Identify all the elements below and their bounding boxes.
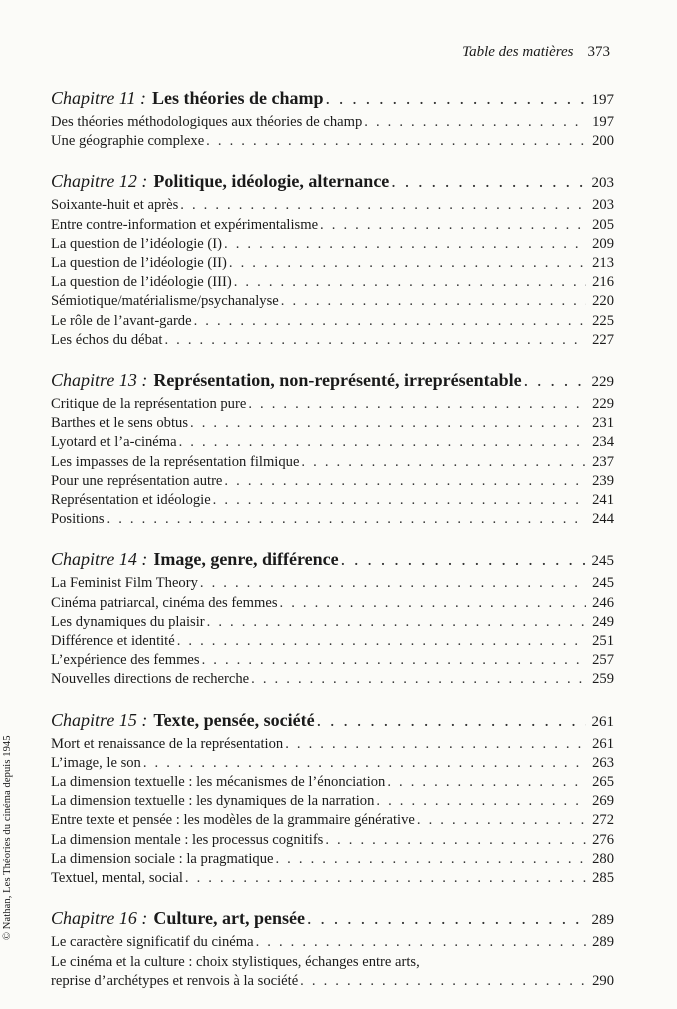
entry-page: 220 bbox=[592, 293, 614, 310]
toc-entry bbox=[51, 292, 614, 311]
entry-page: 289 bbox=[592, 934, 614, 951]
chapter-title: Les théories de champ bbox=[152, 88, 324, 108]
chapter-label bbox=[51, 169, 389, 193]
dot-leader bbox=[280, 594, 586, 613]
toc-entry bbox=[51, 594, 614, 613]
chapter-heading bbox=[51, 708, 614, 734]
entry-page: 251 bbox=[592, 633, 614, 650]
entry-label: Pour une représentation autre bbox=[51, 472, 223, 489]
dot-leader bbox=[200, 574, 586, 593]
chapter-page: 229 bbox=[591, 374, 614, 391]
dot-leader bbox=[177, 632, 586, 651]
entry-page: 245 bbox=[592, 575, 614, 592]
dot-leader bbox=[417, 811, 586, 830]
entry-page: 225 bbox=[592, 312, 614, 329]
dot-leader bbox=[364, 113, 586, 132]
dot-leader bbox=[224, 235, 586, 254]
dot-leader bbox=[256, 933, 586, 952]
copyright-credit: © Nathan, Les Théories du cinéma depuis 1945 bbox=[2, 735, 13, 940]
dot-leader bbox=[325, 831, 586, 850]
chapter-section bbox=[51, 906, 614, 991]
toc-entry bbox=[51, 331, 614, 350]
entry-label: Le rôle de l’avant-garde bbox=[51, 312, 192, 329]
entry-page: 234 bbox=[592, 434, 614, 451]
chapter-number: Chapitre 13 : bbox=[51, 370, 148, 391]
toc-entry bbox=[51, 196, 614, 215]
table-of-contents bbox=[51, 86, 614, 1009]
dot-leader bbox=[107, 510, 586, 529]
dot-leader bbox=[320, 216, 586, 235]
dot-leader bbox=[190, 414, 586, 433]
dot-leader bbox=[202, 651, 586, 670]
toc-entry bbox=[51, 811, 614, 830]
dot-leader bbox=[207, 613, 586, 632]
chapter-label bbox=[51, 906, 305, 930]
entry-label: Le caractère significatif du cinéma bbox=[51, 934, 254, 951]
toc-entry bbox=[51, 754, 614, 773]
toc-entry bbox=[51, 792, 614, 811]
toc-entry bbox=[51, 312, 614, 331]
entry-label: L’expérience des femmes bbox=[51, 652, 200, 669]
entry-page: 259 bbox=[592, 671, 614, 688]
toc-entry bbox=[51, 491, 614, 510]
dot-leader bbox=[391, 169, 586, 193]
chapter-number: Chapitre 15 : bbox=[51, 709, 148, 730]
entry-label: Représentation et idéologie bbox=[51, 492, 211, 509]
entry-label: Nouvelles directions de recherche bbox=[51, 671, 250, 688]
dot-leader bbox=[143, 754, 586, 773]
dot-leader bbox=[300, 972, 586, 991]
chapter-page: 197 bbox=[591, 92, 614, 108]
toc-entry bbox=[51, 773, 614, 792]
entry-label: Entre contre-information et expérimentalisme bbox=[51, 216, 319, 233]
entry-label-line: Le cinéma et la culture : choix stylistiques, échanges entre arts, bbox=[51, 953, 420, 970]
entry-page: 280 bbox=[592, 850, 614, 867]
entry-page: 241 bbox=[592, 492, 614, 509]
entry-label: La Feminist Film Theory bbox=[51, 575, 198, 592]
chapter-number: Chapitre 12 : bbox=[51, 171, 148, 192]
chapter-section bbox=[51, 86, 614, 151]
entry-page: 200 bbox=[592, 133, 614, 150]
toc-entry bbox=[51, 574, 614, 593]
chapter-label bbox=[51, 708, 315, 732]
entry-label: Mort et renaissance de la représentation bbox=[51, 735, 284, 752]
chapter-section bbox=[51, 368, 614, 529]
toc-entry bbox=[51, 933, 614, 952]
toc-entry bbox=[51, 670, 614, 689]
entry-page: 227 bbox=[592, 331, 614, 348]
entry-label: La question de l’idéologie (III) bbox=[51, 274, 232, 291]
dot-leader bbox=[185, 869, 586, 888]
entry-page: 246 bbox=[592, 594, 614, 611]
chapter-page: 261 bbox=[591, 713, 614, 730]
dot-leader bbox=[387, 773, 586, 792]
entry-page: 213 bbox=[592, 255, 614, 272]
entry-page: 197 bbox=[592, 114, 614, 130]
entry-page: 249 bbox=[592, 613, 614, 630]
chapter-label bbox=[51, 547, 339, 571]
running-head bbox=[462, 44, 610, 61]
toc-entry bbox=[51, 414, 614, 433]
chapter-section bbox=[51, 708, 614, 889]
dot-leader bbox=[206, 132, 586, 151]
chapter-number: Chapitre 11 : bbox=[51, 88, 146, 108]
toc-entry bbox=[51, 472, 614, 491]
chapter-title: Culture, art, pensée bbox=[153, 908, 305, 929]
page-number: 373 bbox=[587, 44, 610, 60]
toc-entry bbox=[51, 735, 614, 754]
dot-leader bbox=[281, 292, 586, 311]
toc-entry bbox=[51, 510, 614, 529]
dot-leader bbox=[285, 735, 586, 754]
toc-entry bbox=[51, 831, 614, 850]
entry-page: 216 bbox=[592, 274, 614, 291]
dot-leader bbox=[524, 368, 586, 392]
entry-page: 209 bbox=[592, 235, 614, 252]
chapter-number: Chapitre 14 : bbox=[51, 549, 148, 570]
entry-label: La dimension mentale : les processus cognitifs bbox=[51, 831, 324, 848]
entry-label: reprise d’archétypes et renvois à la société bbox=[51, 972, 299, 989]
entry-page: 237 bbox=[592, 453, 614, 470]
chapter-label bbox=[51, 368, 522, 392]
entry-label: Les impasses de la représentation filmique bbox=[51, 453, 300, 470]
dot-leader bbox=[248, 395, 586, 414]
entry-label: La dimension textuelle : les dynamiques de la narration bbox=[51, 793, 375, 810]
entry-label: La question de l’idéologie (II) bbox=[51, 255, 227, 272]
toc-entry bbox=[51, 869, 614, 888]
entry-label: Les dynamiques du plaisir bbox=[51, 613, 205, 630]
chapter-page: 289 bbox=[591, 912, 614, 929]
toc-entry bbox=[51, 613, 614, 632]
toc-entry bbox=[51, 972, 614, 991]
chapter-heading bbox=[51, 86, 614, 112]
entry-page: 261 bbox=[592, 735, 614, 752]
entry-page: 257 bbox=[592, 652, 614, 669]
entry-page: 276 bbox=[592, 831, 614, 848]
chapter-page: 245 bbox=[591, 553, 614, 570]
dot-leader bbox=[275, 850, 586, 869]
dot-leader bbox=[213, 491, 586, 510]
entry-page: 239 bbox=[592, 472, 614, 489]
entry-label: Entre texte et pensée : les modèles de la grammaire générative bbox=[51, 812, 415, 829]
entry-label: Une géographie complexe bbox=[51, 133, 205, 150]
entry-label: Soixante-huit et après bbox=[51, 197, 179, 214]
running-head-title: Table des matières bbox=[462, 44, 574, 60]
entry-page: 269 bbox=[592, 793, 614, 810]
entry-label: Des théories méthodologiques aux théories de champ bbox=[51, 114, 363, 130]
toc-entry bbox=[51, 235, 614, 254]
dot-leader bbox=[180, 196, 586, 215]
toc-entry bbox=[51, 216, 614, 235]
chapter-heading bbox=[51, 169, 614, 195]
entry-label: Critique de la représentation pure bbox=[51, 396, 247, 413]
dot-leader bbox=[325, 86, 586, 110]
dot-leader bbox=[164, 331, 586, 350]
entry-page: 203 bbox=[592, 197, 614, 214]
toc-entry bbox=[51, 433, 614, 452]
chapter-section bbox=[51, 169, 614, 350]
entry-label: La dimension sociale : la pragmatique bbox=[51, 850, 274, 867]
toc-entry bbox=[51, 850, 614, 869]
toc-entry bbox=[51, 132, 614, 151]
entry-label: La question de l’idéologie (I) bbox=[51, 235, 223, 252]
dot-leader bbox=[229, 254, 586, 273]
entry-page: 205 bbox=[592, 216, 614, 233]
dot-leader bbox=[179, 433, 586, 452]
entry-page: 272 bbox=[592, 812, 614, 829]
chapter-heading bbox=[51, 906, 614, 932]
entry-label: Positions bbox=[51, 511, 105, 528]
chapter-title: Politique, idéologie, alternance bbox=[153, 171, 390, 192]
entry-label: L’image, le son bbox=[51, 754, 141, 771]
entry-label: Textuel, mental, social bbox=[51, 870, 183, 887]
entry-page: 263 bbox=[592, 754, 614, 771]
toc-entry bbox=[51, 651, 614, 670]
dot-leader bbox=[251, 670, 586, 689]
dot-leader bbox=[301, 453, 586, 472]
dot-leader bbox=[234, 273, 586, 292]
dot-leader bbox=[317, 708, 586, 732]
chapter-label bbox=[51, 86, 323, 110]
entry-label: Sémiotique/matérialisme/psychanalyse bbox=[51, 293, 279, 310]
toc-entry bbox=[51, 273, 614, 292]
chapter-number: Chapitre 16 : bbox=[51, 908, 148, 929]
dot-leader bbox=[341, 547, 586, 571]
entry-label: Les échos du débat bbox=[51, 331, 163, 348]
entry-page: 285 bbox=[592, 870, 614, 887]
chapter-title: Texte, pensée, société bbox=[153, 709, 315, 730]
entry-page: 265 bbox=[592, 774, 614, 791]
toc-entry bbox=[51, 113, 614, 132]
entry-page: 229 bbox=[592, 396, 614, 413]
entry-label: Cinéma patriarcal, cinéma des femmes bbox=[51, 594, 278, 611]
dot-leader bbox=[194, 312, 586, 331]
entry-page: 231 bbox=[592, 415, 614, 432]
toc-entry bbox=[51, 453, 614, 472]
entry-label: Différence et identité bbox=[51, 633, 175, 650]
chapter-page: 203 bbox=[591, 175, 614, 192]
toc-entry bbox=[51, 254, 614, 273]
chapter-title: Représentation, non-représenté, irreprésentable bbox=[153, 370, 522, 391]
entry-label: Lyotard et l’a-cinéma bbox=[51, 434, 177, 451]
dot-leader bbox=[307, 906, 586, 930]
entry-label: La dimension textuelle : les mécanismes de l’énonciation bbox=[51, 774, 386, 791]
entry-label: Barthes et le sens obtus bbox=[51, 415, 188, 432]
dot-leader bbox=[224, 472, 586, 491]
entry-page: 290 bbox=[592, 972, 614, 989]
toc-entry bbox=[51, 395, 614, 414]
chapter-title: Image, genre, différence bbox=[153, 549, 339, 570]
chapter-heading bbox=[51, 547, 614, 573]
dot-leader bbox=[376, 792, 586, 811]
chapter-heading bbox=[51, 368, 614, 394]
chapter-section bbox=[51, 547, 614, 689]
entry-page: 244 bbox=[592, 511, 614, 528]
toc-entry bbox=[51, 632, 614, 651]
